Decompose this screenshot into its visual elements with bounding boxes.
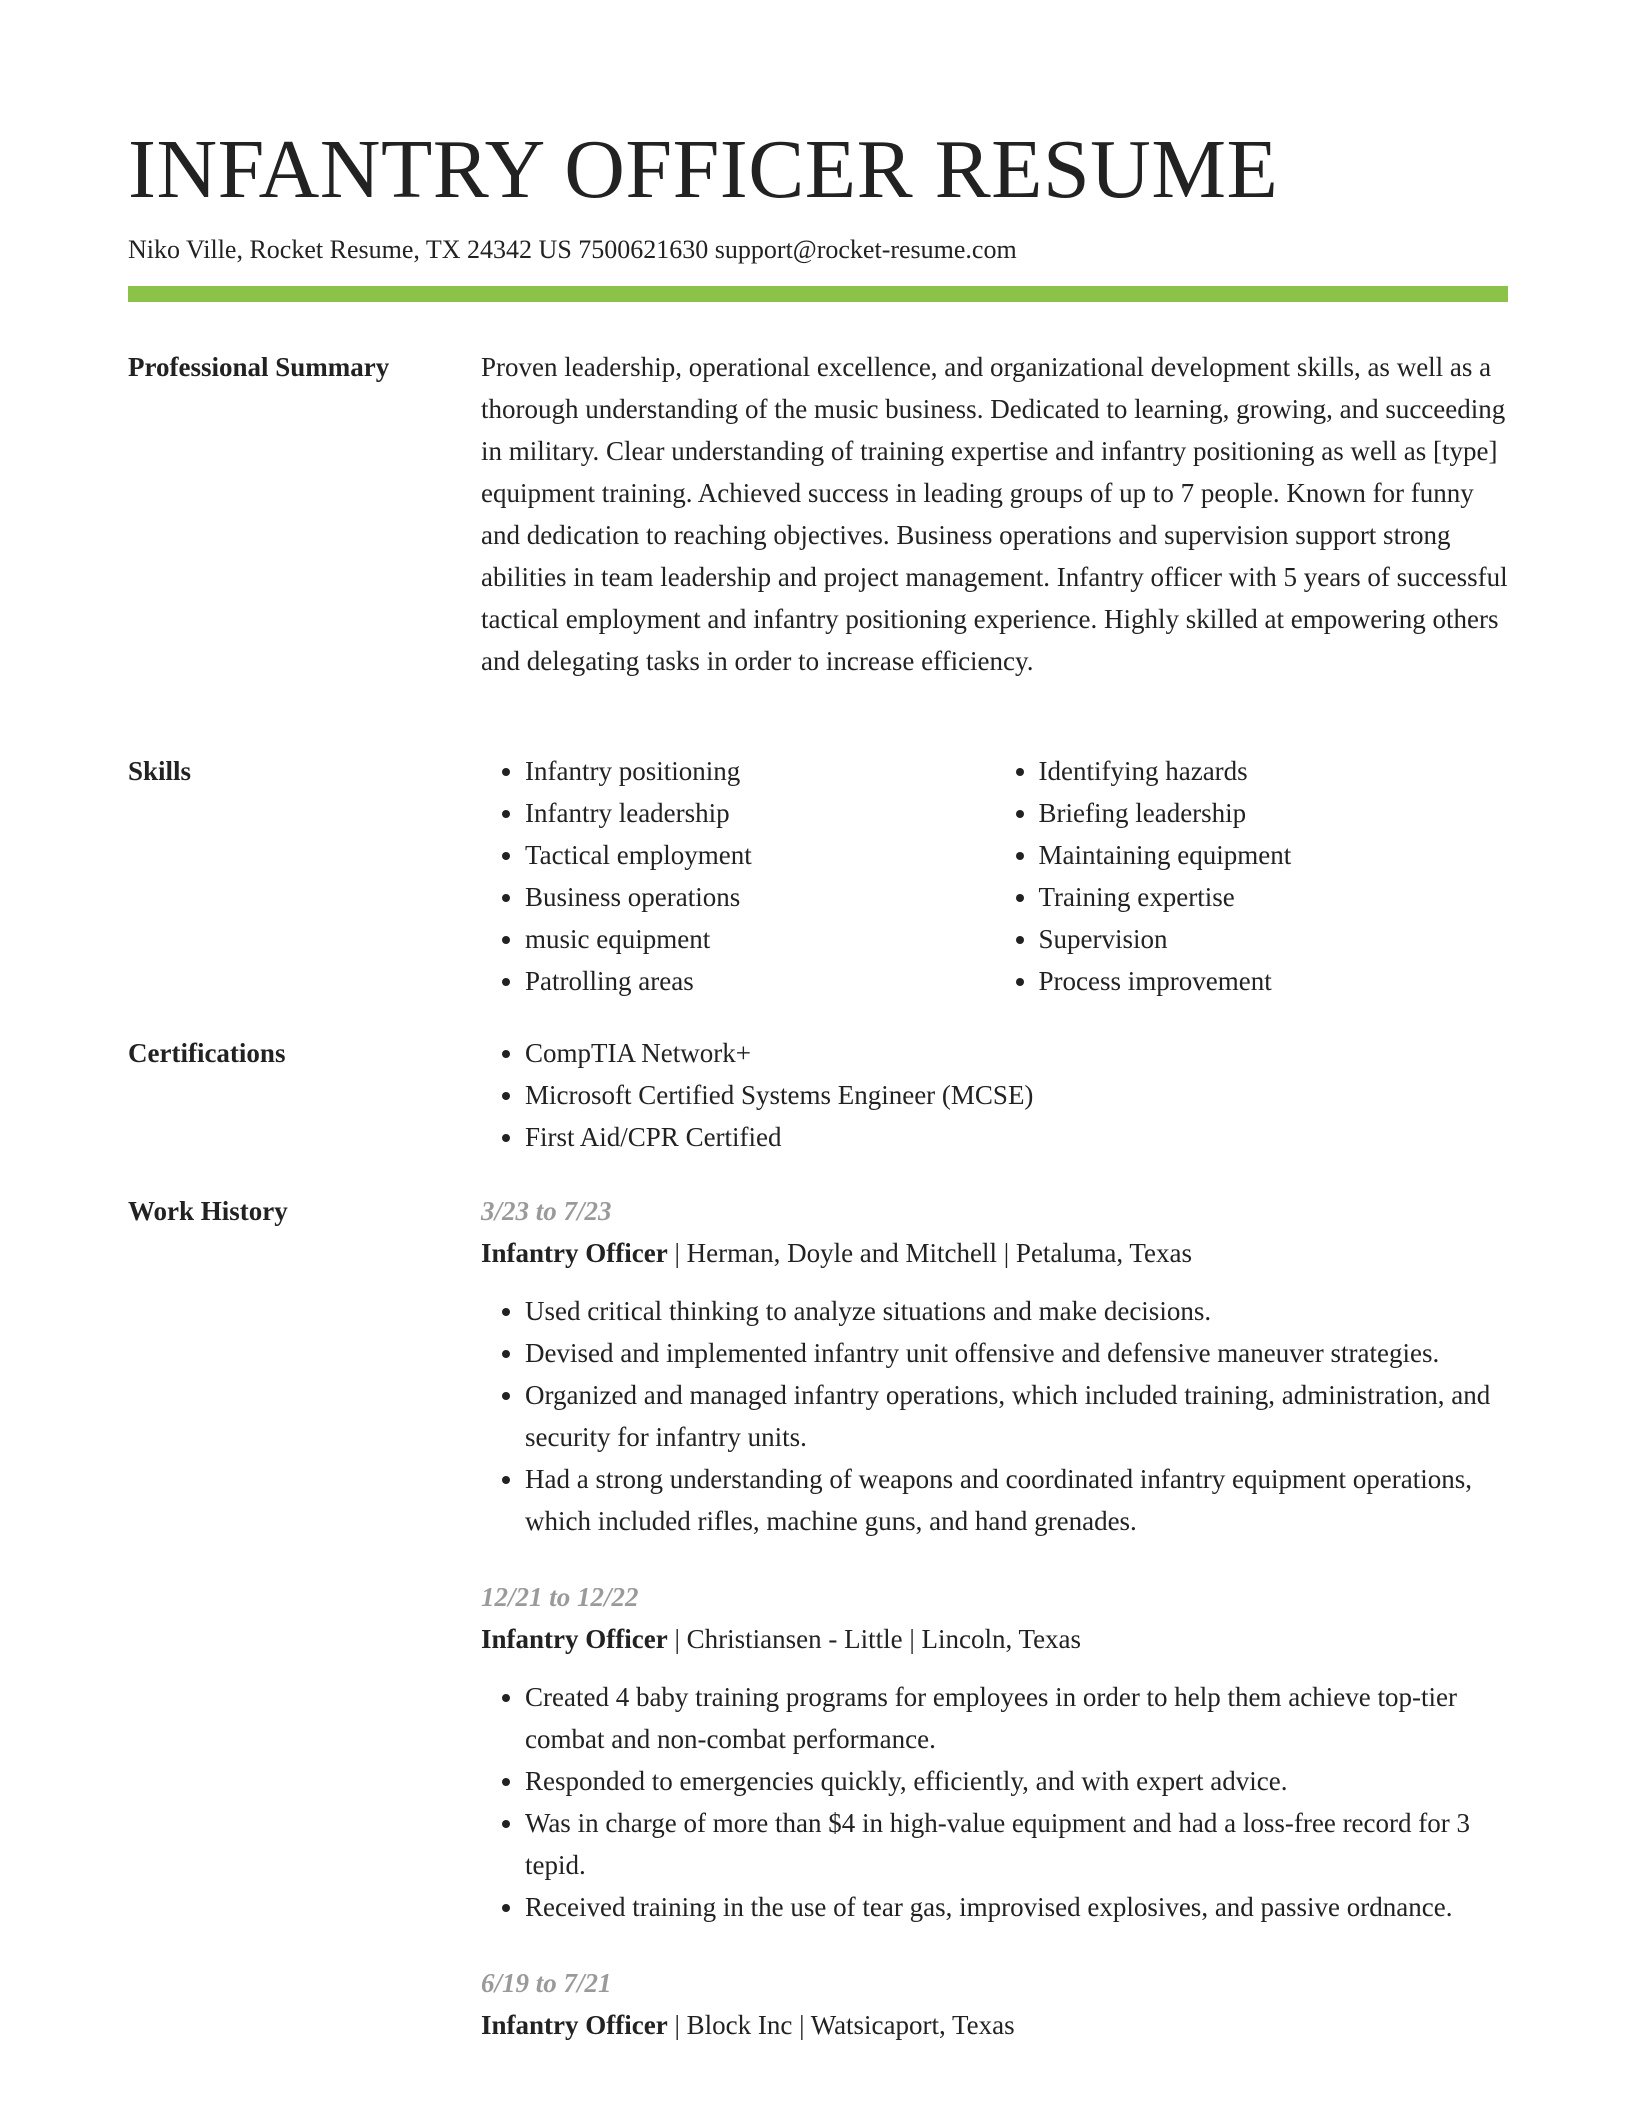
- job-heading: [481, 2004, 1508, 2046]
- summary-label: Professional Summary: [128, 352, 390, 382]
- job-bullet: • Devised and implemented infantry unit offensive and defensive maneuver strategies.: [525, 1332, 1508, 1374]
- job-title: Infantry Officer: [481, 1238, 668, 1268]
- job-heading: [481, 1618, 1508, 1660]
- skills-list-left: [481, 750, 995, 1002]
- job-title: Infantry Officer: [481, 2010, 668, 2040]
- job-entry: [481, 1190, 1508, 1542]
- job-entry: [481, 1962, 1508, 2046]
- job-bullet: • Created 4 baby training programs for employees in order to help them achieve top-tier combat and non-combat performance.: [525, 1676, 1508, 1760]
- contact-line: Niko Ville, Rocket Resume, TX 24342 US 7500621630 support@rocket-resume.com: [128, 235, 1017, 264]
- skill-item: • Training expertise: [1039, 876, 1509, 918]
- accent-divider: [128, 286, 1508, 302]
- certification-item: • CompTIA Network+: [525, 1032, 1508, 1074]
- job-bullet: • Responded to emergencies quickly, efficiently, and with expert advice.: [525, 1760, 1508, 1802]
- certifications-label: Certifications: [128, 1038, 286, 1068]
- skill-item: • Patrolling areas: [525, 960, 995, 1002]
- job-bullet: • Used critical thinking to analyze situations and make decisions.: [525, 1290, 1508, 1332]
- summary-text: Proven leadership, operational excellence, and organizational development skills, as well as a thorough understanding of the music business. Dedicated to learning, growing, and succeeding in military. Clear understanding of training expertise and infantry positioning as well as [type] equipment training. Achieved success in leading groups of up to 7 people. Known for funny and dedication to reaching objectives. Business operations and supervision support strong abilities in team leadership and project management. Infantry officer with 5 years of successful tactical employment and infantry positioning experience. Highly skilled at empowering others and delegating tasks in order to increase efficiency.: [481, 352, 1508, 676]
- skill-item: • Infantry leadership: [525, 792, 995, 834]
- skills-label: Skills: [128, 756, 192, 786]
- job-employer-location: | Christiansen - Little | Lincoln, Texas: [667, 1624, 1082, 1654]
- certification-item: • First Aid/CPR Certified: [525, 1116, 1508, 1158]
- job-bullet: • Had a strong understanding of weapons and coordinated infantry equipment operations, which included rifles, machine guns, and hand grenades.: [525, 1458, 1508, 1542]
- job-dates: 12/21 to 12/22: [481, 1582, 639, 1612]
- job-bullet: • Organized and managed infantry operations, which included training, administration, and security for infantry units.: [525, 1374, 1508, 1458]
- certifications-list: [481, 1032, 1508, 1158]
- skill-item: • Identifying hazards: [1039, 750, 1509, 792]
- work-history-body: [481, 1190, 1508, 2080]
- skill-item: • Process improvement: [1039, 960, 1509, 1002]
- job-heading: [481, 1232, 1508, 1274]
- skill-item: • Maintaining equipment: [1039, 834, 1509, 876]
- job-bullets: [481, 1676, 1508, 1928]
- skill-item: • Infantry positioning: [525, 750, 995, 792]
- skills-list-right: [995, 750, 1509, 1002]
- skills-body: [481, 750, 1508, 1002]
- job-dates: 3/23 to 7/23: [481, 1196, 612, 1226]
- work-history-label: Work History: [128, 1196, 288, 1226]
- job-entry: [481, 1576, 1508, 1928]
- certifications-body: [481, 1032, 1508, 1158]
- job-bullets: [481, 1290, 1508, 1542]
- job-bullet: • Received training in the use of tear gas, improvised explosives, and passive ordnance.: [525, 1886, 1508, 1928]
- summary-body: [481, 346, 1508, 682]
- job-title: Infantry Officer: [481, 1624, 668, 1654]
- skill-item: • music equipment: [525, 918, 995, 960]
- skill-item: • Business operations: [525, 876, 995, 918]
- skill-item: • Supervision: [1039, 918, 1509, 960]
- skill-item: • Tactical employment: [525, 834, 995, 876]
- certification-item: • Microsoft Certified Systems Engineer (MCSE): [525, 1074, 1508, 1116]
- skill-item: • Briefing leadership: [1039, 792, 1509, 834]
- job-dates: 6/19 to 7/21: [481, 1968, 612, 1998]
- job-employer-location: | Block Inc | Watsicaport, Texas: [667, 2010, 1015, 2040]
- resume-title: INFANTRY OFFICER RESUME: [128, 123, 1279, 216]
- job-employer-location: | Herman, Doyle and Mitchell | Petaluma, Texas: [667, 1238, 1192, 1268]
- job-bullet: • Was in charge of more than $4 in high-value equipment and had a loss-free record for 3 tepid.: [525, 1802, 1508, 1886]
